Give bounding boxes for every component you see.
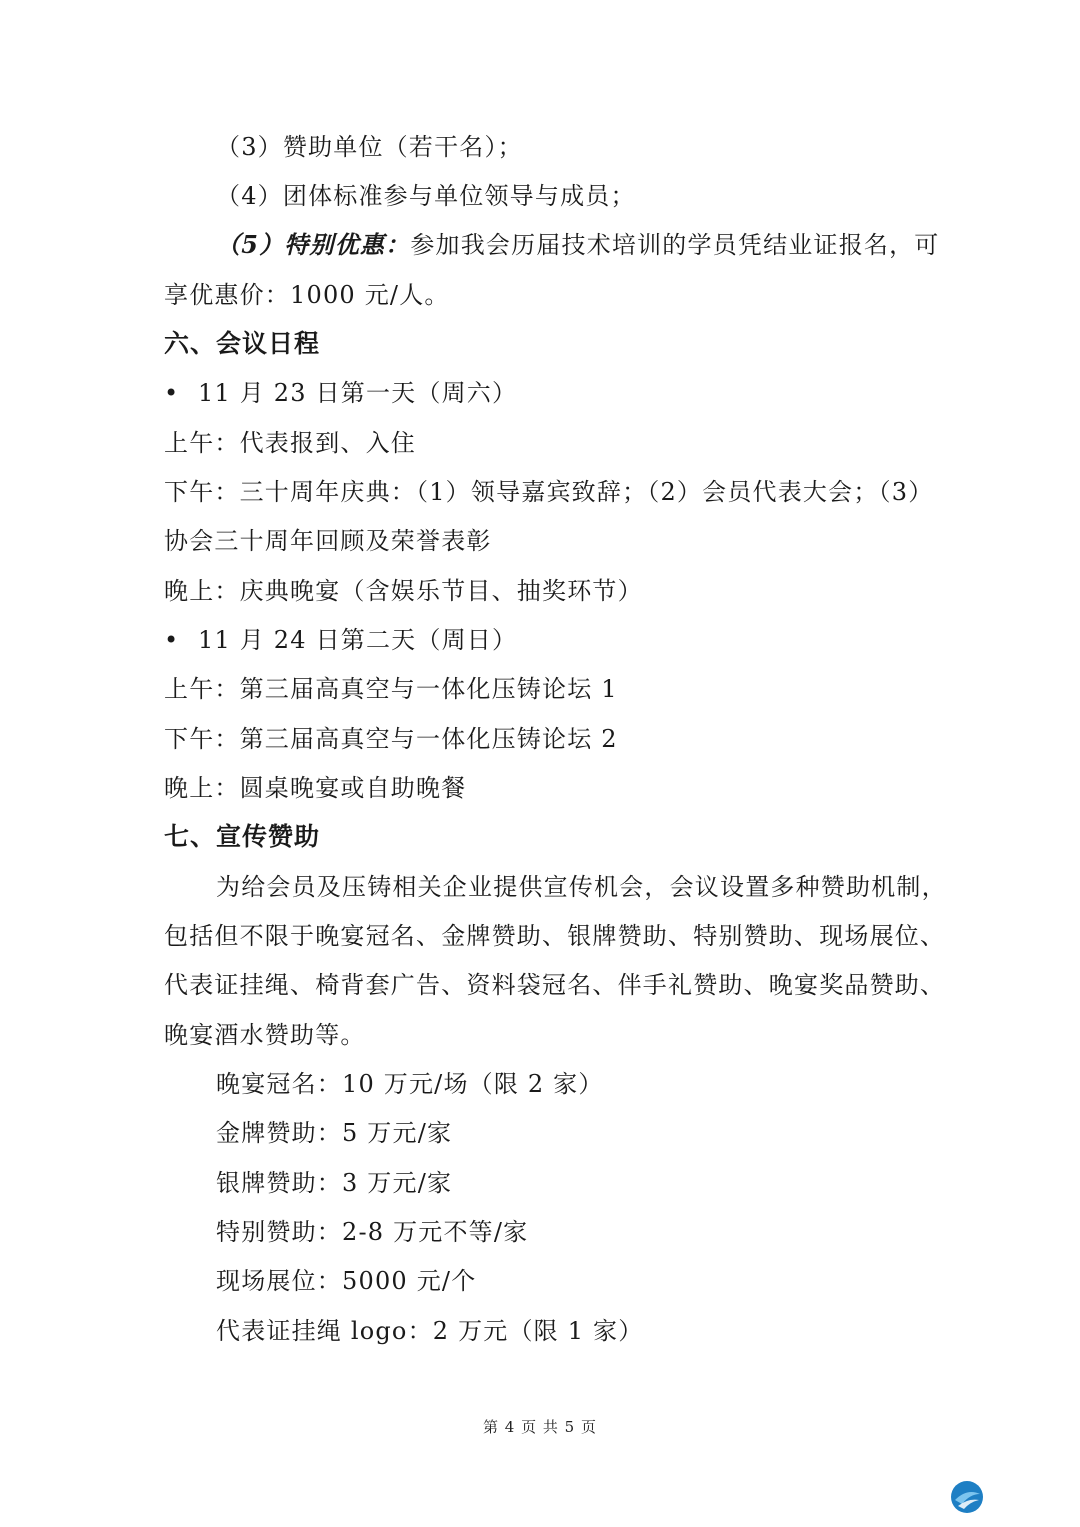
sponsor-item: 晚宴冠名：10 万元/场（限 2 家） [216, 1070, 604, 1098]
day2-date-text: 11 月 24 日第二天（周日） [198, 626, 518, 654]
day1-afternoon-line2: 协会三十周年回顾及荣誉表彰 [164, 527, 492, 555]
bullet-icon: • [164, 626, 180, 654]
sponsor-item: 特别赞助：2-8 万元不等/家 [216, 1218, 529, 1246]
watermark-logo-icon [950, 1480, 984, 1514]
participant-item-4: （4）团体标准参与单位领导与成员； [216, 182, 636, 210]
sponsor-paragraph-line4: 晚宴酒水赞助等。 [164, 1021, 366, 1049]
day1-afternoon-line1: 下午：三十周年庆典：（1）领导嘉宾致辞；（2）会员代表大会；（3） [164, 478, 934, 506]
day2-evening: 晚上：圆桌晚宴或自助晚餐 [164, 774, 467, 802]
day1-date-text: 11 月 23 日第一天（周六） [198, 379, 518, 407]
special-discount-text: 参加我会历届技术培训的学员凭结业证报名，可 [410, 231, 940, 259]
sponsor-item: 代表证挂绳 logo：2 万元（限 1 家） [216, 1317, 644, 1345]
section-7-heading: 七、宣传赞助 [164, 822, 321, 851]
sponsor-item: 金牌赞助：5 万元/家 [216, 1119, 453, 1147]
section-6-heading: 六、会议日程 [164, 329, 321, 358]
sponsor-item: 现场展位：5000 元/个 [216, 1267, 477, 1295]
participant-item-5 [216, 230, 940, 260]
participant-item-3: （3）赞助单位（若干名）； [216, 133, 523, 161]
day1-date [164, 378, 517, 408]
day1-morning: 上午：代表报到、入住 [164, 429, 416, 457]
day1-evening: 晚上：庆典晚宴（含娱乐节目、抽奖环节） [164, 577, 643, 605]
sponsor-item: 银牌赞助：3 万元/家 [216, 1169, 453, 1197]
sponsor-paragraph-line2: 包括但不限于晚宴冠名、金牌赞助、银牌赞助、特别赞助、现场展位、 [164, 922, 946, 950]
day2-afternoon: 下午：第三届高真空与一体化压铸论坛 2 [164, 725, 618, 753]
special-discount-label: （5）特别优惠： [216, 230, 411, 259]
day2-date [164, 625, 517, 655]
day2-morning: 上午：第三届高真空与一体化压铸论坛 1 [164, 675, 618, 703]
sponsor-paragraph-line1: 为给会员及压铸相关企业提供宣传机会，会议设置多种赞助机制， [216, 873, 947, 901]
sponsor-paragraph-line3: 代表证挂绳、椅背套广告、资料袋冠名、伴手礼赞助、晚宴奖品赞助、 [164, 971, 946, 999]
page-footer: 第 4 页 共 5 页 [483, 1418, 597, 1436]
bullet-icon: • [164, 379, 180, 407]
special-discount-continuation: 享优惠价：1000 元/人。 [164, 281, 450, 309]
